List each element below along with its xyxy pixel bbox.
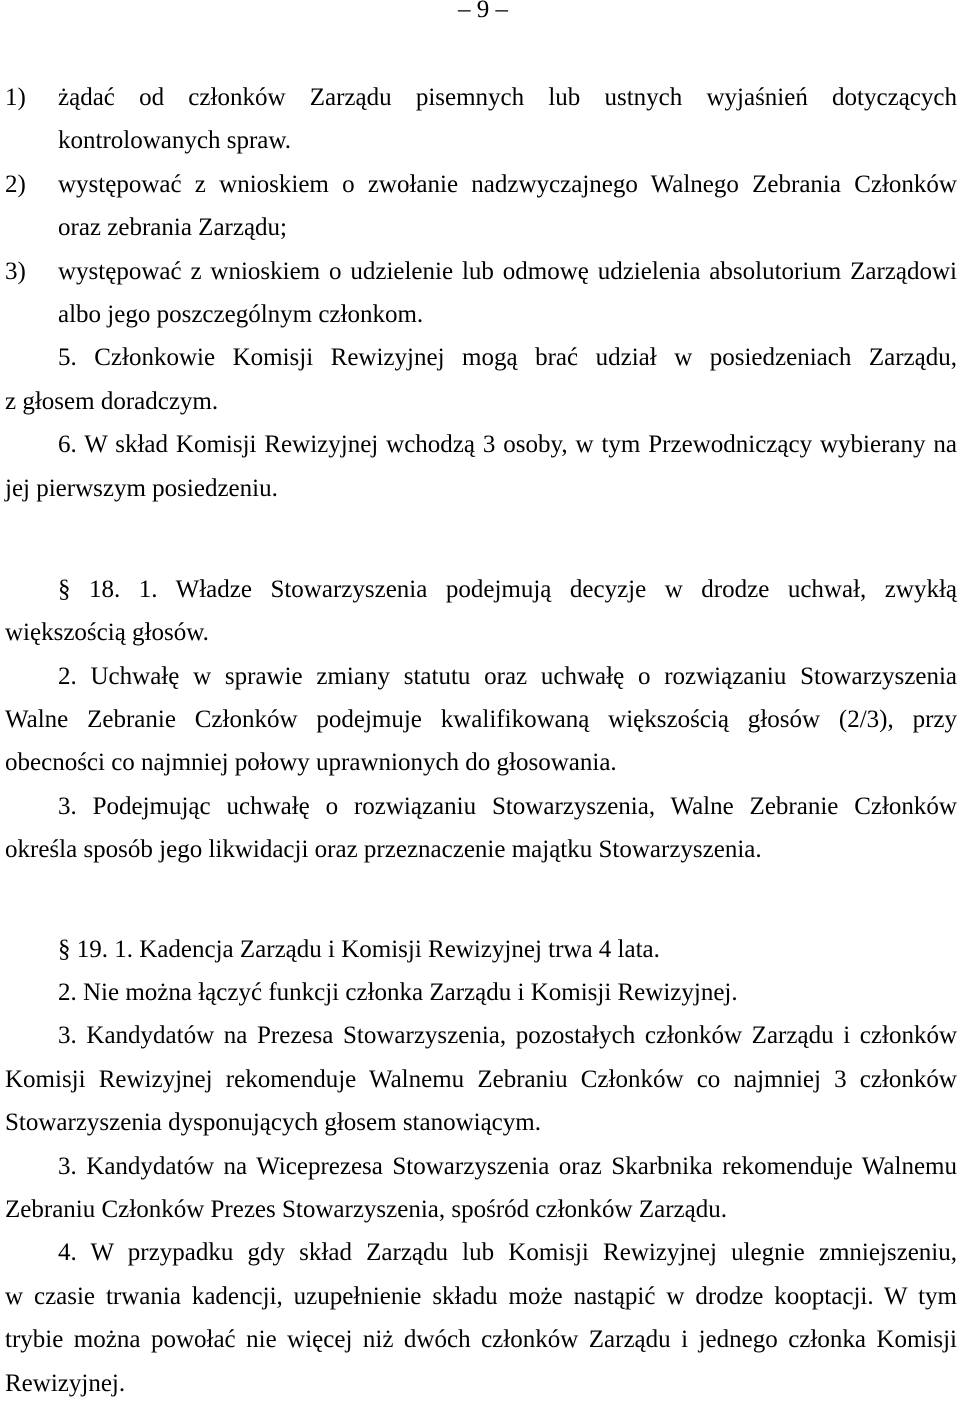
text-line <box>58 568 957 611</box>
text-line-content: 1. Władze Stowarzyszenia podejmują decyzje w drodze uchwał, zwykłą <box>138 575 957 603</box>
paragraph <box>5 1231 957 1405</box>
text-line <box>58 928 957 971</box>
text-line: w czasie trwania kadencji, uzupełnienie składu może nastąpić w drodze kooptacji. W tym <box>5 1282 957 1310</box>
list-item <box>5 250 957 337</box>
paragraph <box>5 785 957 872</box>
text-line: albo jego poszczególnym członkom. <box>58 300 424 328</box>
text-line: 3. Kandydatów na Prezesa Stowarzyszenia, pozostałych członków Zarządu i członków <box>58 1022 957 1050</box>
text-line: obecności co najmniej połowy uprawnionych do głosowania. <box>5 749 617 777</box>
paragraph <box>5 971 957 1014</box>
list-item-number: 3) <box>5 257 26 285</box>
continued-section <box>5 76 957 510</box>
page-number: – 9 – <box>458 0 508 23</box>
text-line: 3. Kandydatów na Wiceprezesa Stowarzyszenia oraz Skarbnika rekomenduje Walnemu <box>58 1152 957 1180</box>
list-item <box>5 76 957 163</box>
text-line: określa sposób jego likwidacji oraz przeznaczenie majątku Stowarzyszenia. <box>5 836 762 864</box>
text-line: Walne Zebranie Członków podejmuje kwalifikowaną większością głosów (2/3), przy <box>5 706 957 734</box>
text-line: z głosem doradczym. <box>5 387 219 415</box>
text-line: występować z wnioskiem o udzielenie lub odmowę udzielenia absolutorium Zarządowi <box>58 257 957 285</box>
text-line: oraz zebrania Zarządu; <box>58 214 288 242</box>
paragraph <box>5 336 957 423</box>
text-line: trybie można powołać nie więcej niż dwóch członków Zarządu i jednego członka Komisji <box>5 1326 957 1354</box>
text-line: większością głosów. <box>5 619 209 647</box>
text-line: 2. Uchwałę w sprawie zmiany statutu oraz uchwałę o rozwiązaniu Stowarzyszenia <box>58 662 957 690</box>
text-line: Zebraniu Członków Prezes Stowarzyszenia, spośród członków Zarządu. <box>5 1195 727 1223</box>
text-line: Stowarzyszenia dysponujących głosem stanowiącym. <box>5 1109 541 1137</box>
text-line: 3. Podejmując uchwałę o rozwiązaniu Stowarzyszenia, Walne Zebranie Członków <box>58 792 957 820</box>
list-item-number: 1) <box>5 84 26 111</box>
text-line: Rewizyjnej. <box>5 1369 126 1397</box>
paragraph <box>5 1014 957 1144</box>
section-marker: § 19. <box>58 935 108 963</box>
section-marker: § 18. <box>58 575 121 603</box>
text-line: Komisji Rewizyjnej rekomenduje Walnemu Zebraniu Członków co najmniej 3 członków <box>5 1065 957 1093</box>
paragraph <box>5 568 957 655</box>
list-item-number: 2) <box>5 170 26 198</box>
paragraph <box>5 655 957 785</box>
text-line: 5. Członkowie Komisji Rewizyjnej mogą brać udział w posiedzeniach Zarządu, <box>58 344 957 372</box>
text-line: 2. Nie można łączyć funkcji członka Zarządu i Komisji Rewizyjnej. <box>58 979 738 1007</box>
text-line: kontrolowanych spraw. <box>58 127 292 155</box>
text-line: 6. W skład Komisji Rewizyjnej wchodzą 3 osoby, w tym Przewodniczący wybierany na <box>58 431 957 459</box>
text-line: 4. W przypadku gdy skład Zarządu lub Komisji Rewizyjnej ulegnie zmniejszeniu, <box>58 1239 957 1267</box>
text-line-content: 1. Kadencja Zarządu i Komisji Rewizyjnej trwa 4 lata. <box>114 935 660 963</box>
document-body <box>5 76 957 1405</box>
paragraph <box>5 1145 957 1232</box>
text-line: żądać od członków Zarządu pisemnych lub ustnych wyjaśnień dotyczących <box>58 84 957 111</box>
text-line: jej pierwszym posiedzeniu. <box>5 474 278 502</box>
list-item <box>5 163 957 250</box>
text-line: występować z wnioskiem o zwołanie nadzwyczajnego Walnego Zebrania Członków <box>58 170 957 198</box>
paragraph <box>5 928 957 971</box>
section-19 <box>5 928 957 1405</box>
section-18 <box>5 568 957 872</box>
paragraph <box>5 423 957 510</box>
